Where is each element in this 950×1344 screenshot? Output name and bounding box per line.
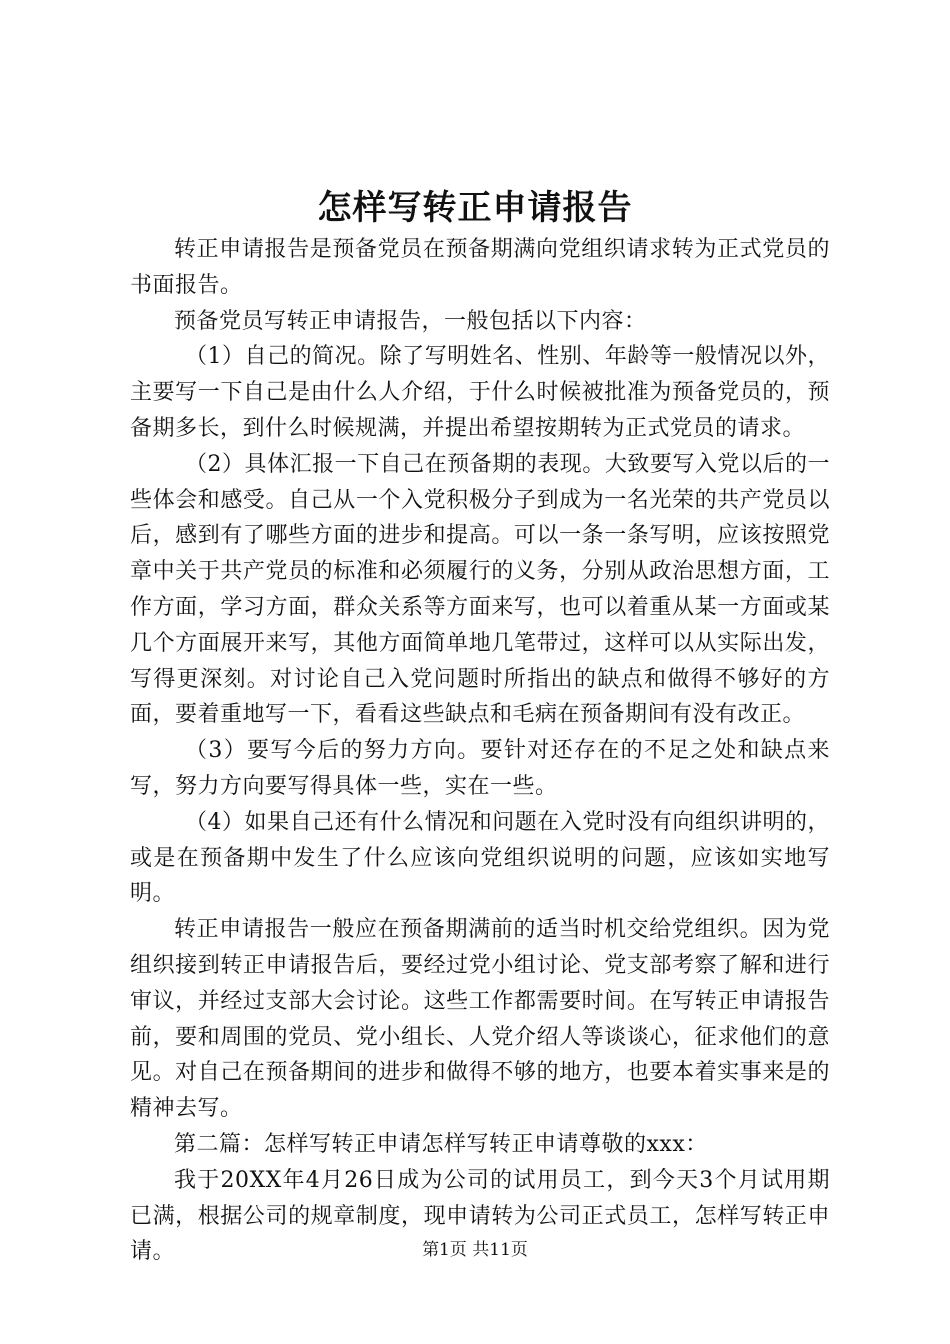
paragraph-contents-lead: 预备党员写转正申请报告，一般包括以下内容： (174, 308, 647, 334)
paragraph-item-3: （3）要写今后的努力方向。要针对还存在的不足之处和缺点来写，努力方向要写得具体一些，实在一些。 (130, 738, 830, 799)
document-body (130, 232, 830, 1270)
paragraph-item-2: （2）具体汇报一下自己在预备期的表现。大致要写入党以后的一些体会和感受。自己从一个入党积极分子到成为一名光荣的共产党员以后，感到有了哪些方面的进步和提高。可以一条一条写明，应该按照党章中关于共产党员的标准和必须履行的义务，分别从政治思想方面，工作方面，学习方面，群众关系等方面来写，也可以着重从某一方面或某几个方面展开来写，其他方面简单地几笔带过，这样可以从实际出发，写得更深刻。对讨论自己入党问题时所指出的缺点和做得不够好的方面，要着重地写一下，看看这些缺点和毛病在预备期间有没有改正。 (130, 451, 830, 728)
paragraph-second-article-body: 我于20XX年4月26日成为公司的试用员工，到今天3个月试用期已满，根据公司的规章制度，现申请转为公司正式员工，怎样写转正申请。 (130, 1167, 830, 1265)
paragraph-second-article-heading: 第二篇：怎样写转正申请怎样写转正申请尊敬的xxx： (174, 1131, 708, 1157)
page-number-footer: 第1页 共11页 (422, 1240, 528, 1260)
paragraph-timing: 转正申请报告一般应在预备期满前的适当时机交给党组织。因为党组织接到转正申请报告后，要经过党小组讨论、党支部考察了解和进行审议，并经过支部大会讨论。这些工作都需要时间。在写转正申请报告前，要和周围的党员、党小组长、人党介绍人等谈谈心，征求他们的意见。对自己在预备期间的进步和做得不够的地方，也要本着实事来是的精神去写。 (130, 917, 830, 1122)
paragraph-item-4: （4）如果自己还有什么情况和问题在入党时没有向组织讲明的，或是在预备期中发生了什么应该向党组织说明的问题，应该如实地写明。 (130, 809, 830, 907)
paragraph-intro: 转正申请报告是预备党员在预备期满向党组织请求转为正式党员的书面报告。 (130, 237, 830, 298)
paragraph-item-1: （1）自己的简况。除了写明姓名、性别、年龄等一般情况以外，主要写一下自己是由什么人介绍，于什么时候被批准为预备党员的，预备期多长，到什么时候规满，并提出希望按期转为正式党员的请求。 (130, 344, 830, 441)
document-title: 怎样写转正申请报告 (317, 188, 633, 228)
